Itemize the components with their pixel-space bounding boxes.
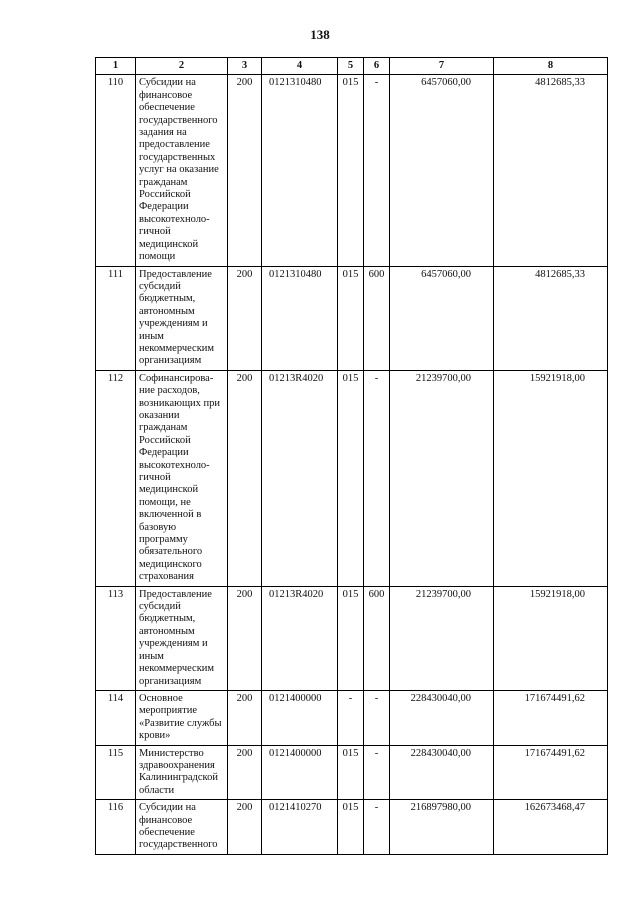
row-expense-type: - (364, 745, 390, 800)
budget-table (95, 57, 608, 855)
row-name: Субсидии на финансовое обеспечение государственного (136, 800, 228, 855)
row-section: 015 (338, 586, 364, 690)
row-amount-col7: 21239700,00 (390, 586, 494, 690)
row-name: Субсидии на финансовое обеспечение государственного задания на предоставление государственных услуг на оказание гражданам Российской Федерации высокотехноло-гичной медицинской помощи (136, 75, 228, 266)
row-name: Предоставление субсидий бюджетным, автономным учреждениям и иным некоммерческим организациям (136, 266, 228, 370)
row-target-article: 0121310480 (262, 75, 338, 266)
row-amount-col7: 6457060,00 (390, 266, 494, 370)
row-dept-code: 200 (228, 745, 262, 800)
row-section: 015 (338, 745, 364, 800)
row-dept-code: 200 (228, 75, 262, 266)
row-name: Софинансирова-ние расходов, возникающих при оказании гражданам Российской Федерации высокотехноло-гичной медицинской помощи, не включенной в базовую программу обязательного медицинского страхования (136, 370, 228, 586)
row-number: 110 (96, 75, 136, 266)
row-dept-code: 200 (228, 266, 262, 370)
row-amount-col8: 162673468,47 (494, 800, 608, 855)
column-header: 3 (228, 58, 262, 75)
row-name: Министерство здравоохранения Калининградской области (136, 745, 228, 800)
page-number: 138 (310, 27, 330, 42)
row-dept-code: 200 (228, 800, 262, 855)
row-name: Основное мероприятие «Развитие службы крови» (136, 690, 228, 745)
row-expense-type: - (364, 690, 390, 745)
row-expense-type: 600 (364, 586, 390, 690)
column-header: 4 (262, 58, 338, 75)
row-target-article: 0121400000 (262, 745, 338, 800)
row-amount-col7: 228430040,00 (390, 745, 494, 800)
column-header: 8 (494, 58, 608, 75)
row-section: - (338, 690, 364, 745)
row-amount-col8: 15921918,00 (494, 586, 608, 690)
row-target-article: 01213R4020 (262, 586, 338, 690)
column-header: 5 (338, 58, 364, 75)
column-header: 6 (364, 58, 390, 75)
table-row (96, 690, 608, 745)
row-section: 015 (338, 75, 364, 266)
row-dept-code: 200 (228, 586, 262, 690)
row-amount-col8: 171674491,62 (494, 690, 608, 745)
row-expense-type: - (364, 75, 390, 266)
row-amount-col8: 4812685,33 (494, 75, 608, 266)
row-number: 111 (96, 266, 136, 370)
header-row (96, 58, 608, 75)
row-dept-code: 200 (228, 370, 262, 586)
row-target-article: 0121400000 (262, 690, 338, 745)
row-target-article: 0121410270 (262, 800, 338, 855)
row-amount-col7: 21239700,00 (390, 370, 494, 586)
row-amount-col8: 4812685,33 (494, 266, 608, 370)
table-row (96, 266, 608, 370)
table-row (96, 75, 608, 266)
row-amount-col7: 6457060,00 (390, 75, 494, 266)
row-amount-col8: 15921918,00 (494, 370, 608, 586)
row-amount-col8: 171674491,62 (494, 745, 608, 800)
column-header: 7 (390, 58, 494, 75)
row-target-article: 0121310480 (262, 266, 338, 370)
row-target-article: 01213R4020 (262, 370, 338, 586)
table-row (96, 586, 608, 690)
row-section: 015 (338, 370, 364, 586)
row-section: 015 (338, 266, 364, 370)
column-header: 1 (96, 58, 136, 75)
table-row (96, 745, 608, 800)
row-number: 112 (96, 370, 136, 586)
row-name: Предоставление субсидий бюджетным, автономным учреждениям и иным некоммерческим организациям (136, 586, 228, 690)
row-number: 115 (96, 745, 136, 800)
row-amount-col7: 216897980,00 (390, 800, 494, 855)
column-header: 2 (136, 58, 228, 75)
row-number: 113 (96, 586, 136, 690)
row-number: 114 (96, 690, 136, 745)
row-expense-type: - (364, 800, 390, 855)
table-row (96, 370, 608, 586)
row-section: 015 (338, 800, 364, 855)
row-expense-type: 600 (364, 266, 390, 370)
row-number: 116 (96, 800, 136, 855)
table-row (96, 800, 608, 855)
row-dept-code: 200 (228, 690, 262, 745)
row-amount-col7: 228430040,00 (390, 690, 494, 745)
row-expense-type: - (364, 370, 390, 586)
